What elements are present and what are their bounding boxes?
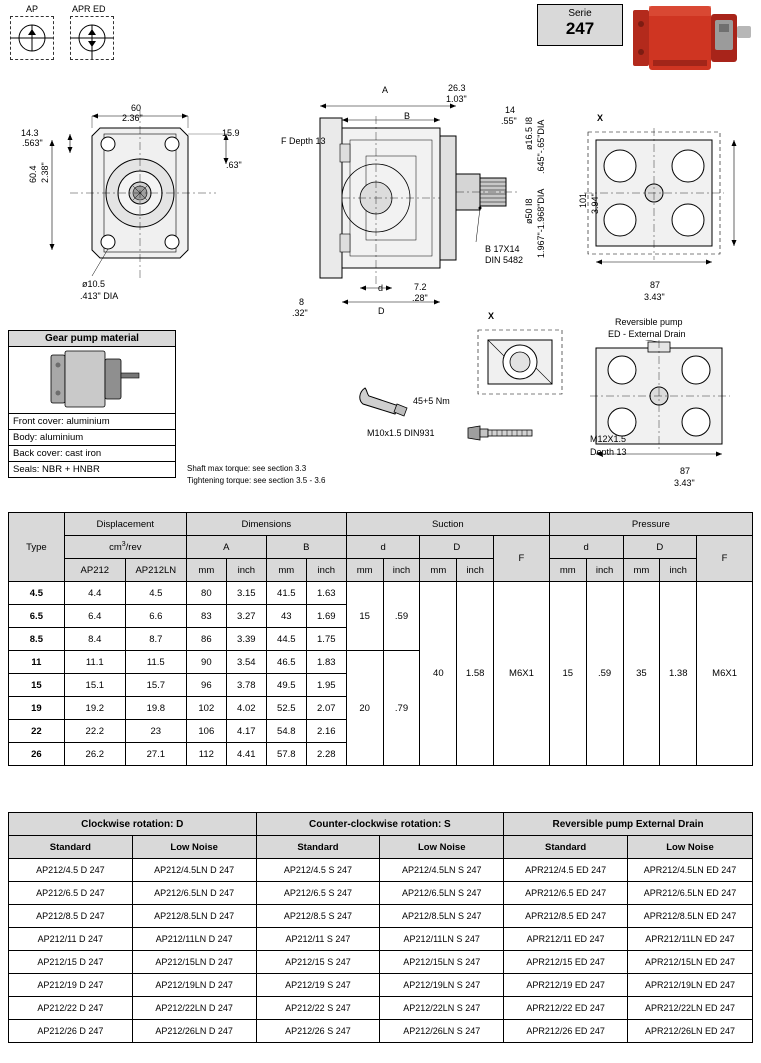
side-depth-note: F Depth 13	[281, 136, 326, 146]
header-suc-d-mm: mm	[346, 559, 383, 582]
row-type: 22	[9, 720, 65, 743]
header-suction-D: D	[420, 536, 494, 559]
code-cell: AP212/11LN S 247	[380, 928, 504, 951]
row-type: 6.5	[9, 605, 65, 628]
row-B-inch: 1.69	[306, 605, 346, 628]
dim-table-header-row-3	[9, 559, 753, 582]
side-spline-norm: DIN 5482	[485, 255, 524, 265]
side-dim-B: B	[404, 111, 411, 121]
code-cell: AP212/11 D 247	[9, 928, 133, 951]
row-B-inch: 2.16	[306, 720, 346, 743]
material-title: Gear pump material	[8, 330, 176, 347]
shaft-torque-note: Shaft max torque: see section 3.3	[187, 464, 307, 473]
row-B-mm: 54.8	[266, 720, 306, 743]
row-B-mm: 57.8	[266, 743, 306, 766]
code-cell: AP212/19LN S 247	[380, 974, 504, 997]
code-cell: APR212/26 ED 247	[504, 1020, 628, 1043]
code-cell: AP212/6.5LN D 247	[132, 882, 256, 905]
rear-ed-dim-343: 3.43"	[674, 478, 695, 488]
header-pre-D-mm: mm	[623, 559, 660, 582]
code-cell: APR212/6.5LN ED 247	[628, 882, 753, 905]
row-type: 8.5	[9, 628, 65, 651]
suction-F: M6X1	[494, 582, 550, 766]
code-cell: AP212/8.5LN S 247	[380, 905, 504, 928]
row-A-inch: 3.39	[226, 628, 266, 651]
sub-lownoise-d: Low Noise	[132, 836, 256, 859]
row-B-mm: 43	[266, 605, 306, 628]
front-dim-60in: 2.36"	[122, 113, 143, 123]
symbol-apr-label: APR ED	[72, 4, 106, 14]
header-col-B: B	[266, 536, 346, 559]
suction-D-mm: 40	[420, 582, 457, 766]
header-ap212: AP212	[64, 559, 125, 582]
row-ap212ln: 6.6	[125, 605, 186, 628]
row-ap212ln: 15.7	[125, 674, 186, 697]
row-type: 19	[9, 697, 65, 720]
section-x-detail	[470, 322, 570, 402]
group-counterclockwise: Counter-clockwise rotation: S	[256, 813, 504, 836]
header-suction-F: F	[494, 536, 550, 582]
bolt-icon	[466, 424, 538, 442]
sub-lownoise-s: Low Noise	[380, 836, 504, 859]
row-ap212: 8.4	[64, 628, 125, 651]
serie-badge	[537, 4, 623, 46]
code-cell: AP212/22 S 247	[256, 997, 380, 1020]
wrench-icon	[355, 382, 415, 418]
row-A-inch: 3.78	[226, 674, 266, 697]
front-dim-143mm: 14.3	[21, 128, 39, 138]
header-pressure-D: D	[623, 536, 697, 559]
header-pressure: Pressure	[549, 513, 752, 536]
header-displacement-unit	[64, 536, 186, 559]
table-row	[9, 882, 753, 905]
side-dim-50: ø50 I8	[524, 198, 534, 224]
row-type: 11	[9, 651, 65, 674]
pressure-D-mm: 35	[623, 582, 660, 766]
code-cell: AP212/6.5LN S 247	[380, 882, 504, 905]
suction-d-inch-group2: .79	[383, 651, 420, 766]
pressure-F: M6X1	[697, 582, 753, 766]
side-dim-d: d	[378, 283, 384, 293]
code-cell: APR212/15 ED 247	[504, 951, 628, 974]
code-cell: AP212/15 S 247	[256, 951, 380, 974]
bolt-spec-label: M10x1.5 DIN931	[367, 428, 435, 438]
code-cell: APR212/22LN ED 247	[628, 997, 753, 1020]
header-displacement	[64, 513, 186, 536]
symbol-apr-box	[70, 16, 114, 60]
code-cell: AP212/15LN D 247	[132, 951, 256, 974]
header-suction-d: d	[346, 536, 420, 559]
side-dim-1967: 1.967"-1.968"DIA	[536, 188, 546, 258]
code-cell: AP212/26LN S 247	[380, 1020, 504, 1043]
header-B-inch: inch	[306, 559, 346, 582]
header-suc-d-inch: inch	[383, 559, 420, 582]
row-A-mm: 80	[186, 582, 226, 605]
row-B-inch: 2.28	[306, 743, 346, 766]
front-hole-dia-mm: ø10.5	[82, 279, 106, 289]
header-B-mm: mm	[266, 559, 306, 582]
code-cell: AP212/4.5 S 247	[256, 859, 380, 882]
row-B-mm: 49.5	[266, 674, 306, 697]
front-hole-dia-in: .413" DIA	[80, 291, 119, 301]
dim-table-header-row-2	[9, 536, 753, 559]
material-row-front-cover: Front cover: aluminium	[8, 414, 176, 430]
row-A-mm: 102	[186, 697, 226, 720]
code-cell: APR212/26LN ED 247	[628, 1020, 753, 1043]
code-cell: AP212/19LN D 247	[132, 974, 256, 997]
table-row	[9, 951, 753, 974]
header-A-mm: mm	[186, 559, 226, 582]
row-A-inch: 4.41	[226, 743, 266, 766]
code-cell: AP212/4.5 D 247	[9, 859, 133, 882]
side-dim-32: .32"	[292, 308, 308, 318]
code-cell: APR212/4.5 ED 247	[504, 859, 628, 882]
row-ap212ln: 23	[125, 720, 186, 743]
header-pressure-F: F	[697, 536, 753, 582]
side-dim-8: 8	[299, 297, 305, 307]
header-pre-d-mm: mm	[549, 559, 586, 582]
code-table-group-header	[9, 813, 753, 836]
row-B-mm: 46.5	[266, 651, 306, 674]
header-pressure-d: d	[549, 536, 623, 559]
suction-d-mm-group1: 15	[346, 582, 383, 651]
row-ap212ln: 27.1	[125, 743, 186, 766]
side-dim-165: ø16.5 I8	[524, 116, 534, 150]
row-A-inch: 4.17	[226, 720, 266, 743]
code-cell: AP212/8.5LN D 247	[132, 905, 256, 928]
suction-d-inch-group1: .59	[383, 582, 420, 651]
code-cell: AP212/6.5 S 247	[256, 882, 380, 905]
code-cell: AP212/26 D 247	[9, 1020, 133, 1043]
code-cell: AP212/22LN D 247	[132, 997, 256, 1020]
header-pre-d-inch: inch	[586, 559, 623, 582]
code-cell: APR212/19 ED 247	[504, 974, 628, 997]
row-A-mm: 86	[186, 628, 226, 651]
code-cell: AP212/11 S 247	[256, 928, 380, 951]
code-cell: AP212/19 S 247	[256, 974, 380, 997]
pressure-D-inch: 1.38	[660, 582, 697, 766]
group-reversible: Reversible pump External Drain	[504, 813, 753, 836]
serie-label: Serie	[568, 8, 592, 19]
symbol-ap-label: AP	[26, 4, 39, 14]
ordering-code-table	[8, 812, 753, 1043]
code-cell: AP212/4.5LN S 247	[380, 859, 504, 882]
row-ap212: 15.1	[64, 674, 125, 697]
row-B-inch: 1.83	[306, 651, 346, 674]
rear-dim-394: 3.94"	[590, 193, 600, 214]
code-cell: APR212/8.5LN ED 247	[628, 905, 753, 928]
pressure-d-mm: 15	[549, 582, 586, 766]
row-ap212: 26.2	[64, 743, 125, 766]
code-cell: AP212/8.5 D 247	[9, 905, 133, 928]
row-B-mm: 44.5	[266, 628, 306, 651]
header-suc-D-mm: mm	[420, 559, 457, 582]
row-ap212: 4.4	[64, 582, 125, 605]
rear-caption-2: ED - External Drain	[608, 329, 686, 339]
code-cell: APR212/11LN ED 247	[628, 928, 753, 951]
row-ap212: 19.2	[64, 697, 125, 720]
material-row-back-cover: Back cover: cast iron	[8, 446, 176, 462]
side-dim-72: 7.2	[414, 282, 427, 292]
row-B-mm: 41.5	[266, 582, 306, 605]
row-type: 26	[9, 743, 65, 766]
row-A-mm: 106	[186, 720, 226, 743]
front-dim-604in: 2.38"	[40, 162, 50, 183]
sub-standard-ed: Standard	[504, 836, 628, 859]
row-B-mm: 52.5	[266, 697, 306, 720]
pump-photo	[631, 4, 755, 74]
front-dim-159mm: 15.9	[222, 128, 240, 138]
rear-dim-343: 3.43"	[644, 292, 665, 302]
front-dim-60mm: 60	[131, 103, 142, 113]
tightening-torque-note: Tightening torque: see section 3.5 - 3.6	[187, 476, 326, 485]
dimension-table	[8, 512, 753, 766]
side-dim-645: .645"-.65"DIA	[536, 119, 546, 174]
sub-lownoise-ed: Low Noise	[628, 836, 753, 859]
suction-d-mm-group2: 20	[346, 651, 383, 766]
code-cell: APR212/19LN ED 247	[628, 974, 753, 997]
row-A-inch: 3.27	[226, 605, 266, 628]
sub-standard-s: Standard	[256, 836, 380, 859]
table-row	[9, 905, 753, 928]
row-A-inch: 3.15	[226, 582, 266, 605]
row-A-inch: 3.54	[226, 651, 266, 674]
section-x-mark-lower: X	[488, 311, 495, 321]
code-table-sub-header	[9, 836, 753, 859]
code-cell: AP212/6.5 D 247	[9, 882, 133, 905]
row-B-inch: 2.07	[306, 697, 346, 720]
front-dim-604mm: 60.4	[28, 165, 38, 183]
header-suction: Suction	[346, 513, 549, 536]
row-ap212ln: 8.7	[125, 628, 186, 651]
code-cell: AP212/15LN S 247	[380, 951, 504, 974]
row-A-mm: 83	[186, 605, 226, 628]
header-suc-D-inch: inch	[457, 559, 494, 582]
table-row	[9, 974, 753, 997]
side-dim-28: .28"	[412, 293, 428, 303]
header-col-A: A	[186, 536, 266, 559]
dim-table-header-row-1	[9, 513, 753, 536]
displacement-unit-text: $cm^3$/rev	[109, 540, 142, 554]
drain-thread-label: M12X1.5	[590, 434, 627, 444]
header-dimensions: Dimensions	[186, 513, 346, 536]
pressure-d-inch: .59	[586, 582, 623, 766]
side-dim-A: A	[382, 85, 389, 95]
drain-depth-label: Depth 13	[590, 447, 627, 457]
row-B-inch: 1.63	[306, 582, 346, 605]
front-dim-143in: .563"	[22, 138, 43, 148]
row-A-mm: 90	[186, 651, 226, 674]
table-row	[9, 582, 753, 605]
row-ap212: 22.2	[64, 720, 125, 743]
code-cell: APR212/8.5 ED 247	[504, 905, 628, 928]
header-displacement-label: Displacement	[96, 518, 155, 530]
rear-dim-87: 87	[650, 280, 661, 290]
table-row	[9, 997, 753, 1020]
header-type: Type	[9, 513, 65, 582]
header-ap212ln: AP212LN	[125, 559, 186, 582]
code-cell: AP212/11LN D 247	[132, 928, 256, 951]
material-row-seals: Seals: NBR + HNBR	[8, 462, 176, 478]
code-cell: APR212/22 ED 247	[504, 997, 628, 1020]
code-cell: APR212/6.5 ED 247	[504, 882, 628, 905]
torque-value: 45+5 Nm	[413, 396, 450, 406]
sub-standard-d: Standard	[9, 836, 133, 859]
group-clockwise: Clockwise rotation: D	[9, 813, 257, 836]
side-dim-14: 14	[505, 105, 516, 115]
row-ap212ln: 4.5	[125, 582, 186, 605]
row-ap212ln: 19.8	[125, 697, 186, 720]
material-illustration	[8, 347, 176, 414]
rear-caption-1: Reversible pump	[615, 317, 683, 327]
row-A-mm: 96	[186, 674, 226, 697]
row-type: 15	[9, 674, 65, 697]
code-cell: AP212/26LN D 247	[132, 1020, 256, 1043]
rear-dim-101: 101	[578, 192, 588, 208]
side-dim-D: D	[378, 306, 385, 316]
serie-number: 247	[565, 19, 595, 38]
code-cell: AP212/4.5LN D 247	[132, 859, 256, 882]
material-row-body: Body: aluminium	[8, 430, 176, 446]
side-dim-263: 26.3	[448, 83, 466, 93]
table-row	[9, 928, 753, 951]
code-cell: AP212/22 D 247	[9, 997, 133, 1020]
table-row	[9, 1020, 753, 1043]
code-cell: AP212/22LN S 247	[380, 997, 504, 1020]
material-box	[8, 330, 176, 478]
code-cell: AP212/26 S 247	[256, 1020, 380, 1043]
header-pre-D-inch: inch	[660, 559, 697, 582]
rear-ed-dim-87: 87	[680, 466, 691, 476]
code-cell: APR212/15LN ED 247	[628, 951, 753, 974]
row-B-inch: 1.95	[306, 674, 346, 697]
row-B-inch: 1.75	[306, 628, 346, 651]
table-row	[9, 859, 753, 882]
row-A-inch: 4.02	[226, 697, 266, 720]
code-cell: AP212/19 D 247	[9, 974, 133, 997]
header-A-inch: inch	[226, 559, 266, 582]
row-ap212: 6.4	[64, 605, 125, 628]
row-A-mm: 112	[186, 743, 226, 766]
code-cell: AP212/8.5 S 247	[256, 905, 380, 928]
code-cell: APR212/11 ED 247	[504, 928, 628, 951]
code-cell: APR212/4.5LN ED 247	[628, 859, 753, 882]
code-cell: AP212/15 D 247	[9, 951, 133, 974]
row-ap212: 11.1	[64, 651, 125, 674]
side-spline-label: B 17X14	[485, 244, 520, 254]
side-dim-55: .55"	[501, 116, 517, 126]
front-dim-159in: .63"	[226, 160, 242, 170]
side-dim-103: 1.03"	[446, 94, 467, 104]
row-type: 4.5	[9, 582, 65, 605]
suction-D-inch: 1.58	[457, 582, 494, 766]
symbol-ap-box	[10, 16, 54, 60]
rear-section-x: X	[597, 113, 604, 123]
row-ap212ln: 11.5	[125, 651, 186, 674]
